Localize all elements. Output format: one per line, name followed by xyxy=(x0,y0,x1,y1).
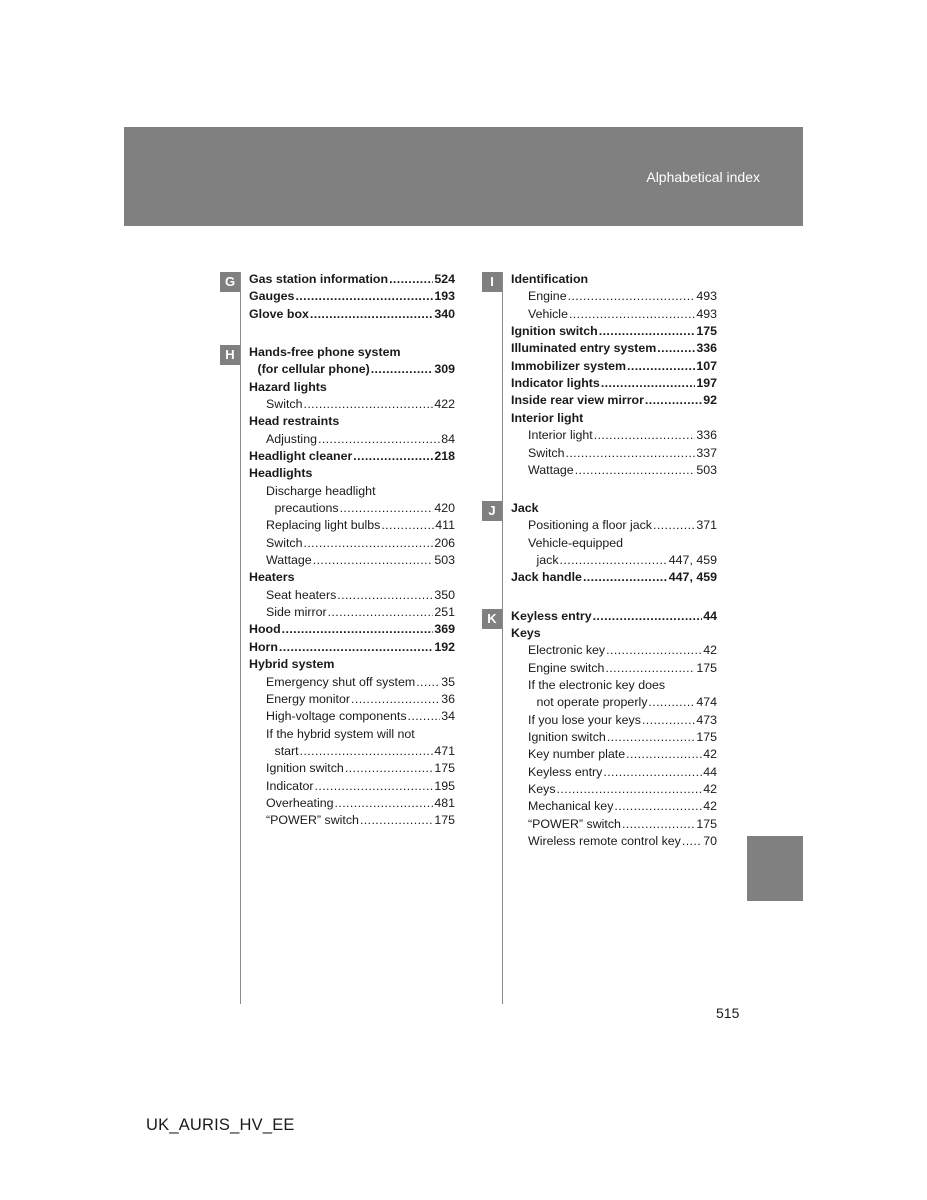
dot-leader xyxy=(653,517,695,534)
index-entry-text: Ignition switch xyxy=(511,324,598,339)
index-entry-page: 471 xyxy=(434,743,455,758)
index-entry-text: Key number plate xyxy=(528,747,626,762)
index-entry-page: 34 xyxy=(441,709,455,724)
index-entry xyxy=(266,674,455,691)
dot-leader xyxy=(381,517,434,534)
index-entry xyxy=(528,642,717,659)
dot-leader xyxy=(313,552,434,569)
index-entry-page: 42 xyxy=(703,799,717,814)
dot-leader xyxy=(657,340,695,357)
index-entry xyxy=(249,306,455,323)
index-entry-text: Indicator lights xyxy=(511,376,600,391)
index-entry-page: 175 xyxy=(696,660,717,675)
index-entry-text: Gauges xyxy=(249,289,295,304)
index-entry-text: Interior light xyxy=(511,410,584,425)
dot-leader xyxy=(603,764,702,781)
dot-leader xyxy=(345,760,433,777)
index-entry-text: Discharge headlight xyxy=(266,483,376,498)
section-letter-i: I xyxy=(482,272,502,292)
index-entry-text: Wattage xyxy=(266,553,312,568)
index-entry xyxy=(528,712,717,729)
index-entry-page: 524 xyxy=(434,272,455,286)
index-entry-text: If you lose your keys xyxy=(528,712,641,727)
index-entry-text: Switch xyxy=(266,396,303,411)
index-entry-page: 193 xyxy=(434,289,455,304)
index-entry-page: 447, 459 xyxy=(668,570,717,585)
index-entry xyxy=(266,604,455,621)
index-entry-text: Horn xyxy=(249,639,278,654)
index-entry-text: Wireless remote control key xyxy=(528,834,681,849)
dot-leader xyxy=(583,569,668,586)
index-entry xyxy=(266,552,455,569)
index-entry-page: 206 xyxy=(434,535,455,550)
index-entry xyxy=(249,288,455,305)
index-entry-text: Heaters xyxy=(249,570,295,585)
dot-leader xyxy=(360,812,433,829)
index-entry-text: Jack handle xyxy=(511,570,582,585)
index-entry xyxy=(266,431,455,448)
index-entry xyxy=(528,462,717,479)
index-entry xyxy=(249,413,455,430)
index-entry xyxy=(266,396,455,413)
index-entry-text: Mechanical key xyxy=(528,799,614,814)
dot-leader xyxy=(279,639,433,656)
index-entry-page: 481 xyxy=(434,795,455,810)
index-entry-page: 350 xyxy=(434,587,455,602)
index-entry-page: 192 xyxy=(434,639,455,654)
dot-leader xyxy=(335,795,434,812)
index-entry-page: 411 xyxy=(435,518,455,533)
dot-leader xyxy=(627,358,695,375)
dot-leader xyxy=(337,587,433,604)
index-entry-text: Switch xyxy=(528,445,565,460)
index-entry-text: Illuminated entry system xyxy=(511,341,657,356)
index-entry xyxy=(528,798,717,815)
index-entry xyxy=(528,288,717,305)
index-entry-page: 107 xyxy=(696,358,717,373)
index-entry-text: Headlights xyxy=(249,466,313,481)
dot-leader xyxy=(371,361,434,378)
index-entry-text: jack xyxy=(536,553,559,568)
index-entry-page: 175 xyxy=(434,813,455,828)
index-entry xyxy=(511,625,717,642)
dot-leader xyxy=(282,621,434,638)
index-entry-text: If the hybrid system will not xyxy=(266,726,415,741)
index-entry xyxy=(528,535,717,552)
index-entry xyxy=(266,795,455,812)
index-entry-page: 175 xyxy=(696,730,717,745)
index-entry xyxy=(266,587,455,604)
index-entry-page: 447, 459 xyxy=(668,553,717,568)
index-entry-page: 503 xyxy=(434,553,455,568)
index-entry-text: High-voltage components xyxy=(266,709,407,724)
dot-leader xyxy=(310,306,433,323)
index-entry xyxy=(266,760,455,777)
index-entry-text: Keys xyxy=(511,625,541,640)
dot-leader xyxy=(566,445,696,462)
index-entry xyxy=(511,608,717,625)
dot-leader xyxy=(594,427,696,444)
index-entry xyxy=(537,694,718,711)
dot-leader xyxy=(606,642,702,659)
dot-leader xyxy=(569,306,695,323)
index-entry-text: Vehicle xyxy=(528,306,568,321)
header-band xyxy=(124,127,803,226)
index-entry xyxy=(528,781,717,798)
index-entry-page: 371 xyxy=(696,518,717,533)
column-divider-left xyxy=(240,272,241,1004)
index-entry-text: Inside rear view mirror xyxy=(511,393,644,408)
index-entry-page: 218 xyxy=(434,448,455,463)
index-entry-text: If the electronic key does xyxy=(528,677,666,692)
dot-leader xyxy=(318,431,440,448)
dot-leader xyxy=(351,691,440,708)
index-entry-text: “POWER” switch xyxy=(266,813,359,828)
index-entry-text: “POWER” switch xyxy=(528,816,621,831)
index-entry xyxy=(266,517,455,534)
index-entry-page: 44 xyxy=(703,608,717,623)
index-entry-page: 70 xyxy=(703,834,717,849)
index-entry xyxy=(528,445,717,462)
dot-leader xyxy=(557,781,703,798)
dot-leader xyxy=(607,729,695,746)
index-entry-page: 44 xyxy=(703,764,717,779)
index-entry xyxy=(249,448,455,465)
index-entry-text: Interior light xyxy=(528,428,593,443)
index-entry-page: 35 xyxy=(441,674,455,689)
index-entry-page: 42 xyxy=(703,643,717,658)
index-entry-page: 36 xyxy=(441,691,455,706)
index-entry xyxy=(266,726,455,743)
index-entry-page: 422 xyxy=(434,396,455,411)
dot-leader xyxy=(622,816,695,833)
index-entry-text: Identification xyxy=(511,272,589,286)
index-entry xyxy=(511,323,717,340)
index-entry xyxy=(249,639,455,656)
dot-leader xyxy=(304,535,434,552)
index-entry xyxy=(537,552,718,569)
index-entry-text: start xyxy=(274,743,299,758)
index-entry xyxy=(511,358,717,375)
index-entry-text: Keyless entry xyxy=(528,764,603,779)
index-entry xyxy=(511,500,717,517)
dot-leader xyxy=(304,396,434,413)
index-entry xyxy=(528,764,717,781)
index-entry-text: Head restraints xyxy=(249,414,340,429)
index-entry xyxy=(266,691,455,708)
section-side-tab xyxy=(747,836,803,901)
index-entry-page: 195 xyxy=(434,778,455,793)
index-entry-page: 175 xyxy=(696,324,717,339)
index-entry xyxy=(528,427,717,444)
index-entry xyxy=(258,361,456,378)
index-entry xyxy=(275,743,456,760)
page-number: 515 xyxy=(716,1005,740,1021)
section-letter-k: K xyxy=(482,609,502,629)
index-entry-text: Jack xyxy=(511,501,539,516)
index-entry xyxy=(266,778,455,795)
index-entry-page: 336 xyxy=(696,428,717,443)
index-entry-text: Indicator xyxy=(266,778,314,793)
index-entry-page: 42 xyxy=(703,747,717,762)
index-entry-text: Ignition switch xyxy=(266,761,344,776)
index-entry xyxy=(249,656,455,673)
index-entry xyxy=(528,816,717,833)
index-entry-text: Hands-free phone system xyxy=(249,344,401,359)
index-entry-text: Hybrid system xyxy=(249,657,335,672)
dot-leader xyxy=(605,660,695,677)
index-entry-text: Energy monitor xyxy=(266,691,351,706)
index-entry-text: Electronic key xyxy=(528,643,606,658)
index-entry-page: 473 xyxy=(696,712,717,727)
dot-leader xyxy=(408,708,441,725)
dot-leader xyxy=(560,552,668,569)
index-entry-text: Adjusting xyxy=(266,431,317,446)
index-entry xyxy=(511,340,717,357)
index-entry-text: (for cellular phone) xyxy=(257,362,370,377)
index-entry-text: Emergency shut off system xyxy=(266,674,416,689)
index-entry-text: Engine switch xyxy=(528,660,605,675)
index-entry-page: 84 xyxy=(441,431,455,446)
dot-leader xyxy=(315,778,434,795)
section-letter-j: J xyxy=(482,501,502,521)
dot-leader xyxy=(642,712,695,729)
index-entry xyxy=(249,271,455,288)
index-entry xyxy=(249,569,455,586)
index-entry xyxy=(249,344,455,361)
index-entry xyxy=(266,812,455,829)
index-entry-text: Keys xyxy=(528,782,556,797)
index-entry-text: Keyless entry xyxy=(511,608,592,623)
index-entry-page: 42 xyxy=(703,782,717,797)
dot-leader xyxy=(353,448,433,465)
index-entry-page: 340 xyxy=(434,306,455,321)
index-entry-text: Engine xyxy=(528,289,567,304)
section-letter-h: H xyxy=(220,345,240,365)
index-entry-page: 493 xyxy=(696,306,717,321)
index-entry-page: 420 xyxy=(434,501,455,516)
dot-leader xyxy=(599,323,696,340)
index-entry-text: Side mirror xyxy=(266,605,327,620)
index-entry-text: precautions xyxy=(274,501,339,516)
index-entry xyxy=(528,517,717,534)
section-letter-g: G xyxy=(220,272,240,292)
index-entry-page: 503 xyxy=(696,462,717,477)
index-entry-text: Overheating xyxy=(266,795,334,810)
dot-leader xyxy=(389,271,433,288)
dot-leader xyxy=(300,743,434,760)
index-entry xyxy=(528,306,717,323)
index-entry-text: Wattage xyxy=(528,462,574,477)
index-entry xyxy=(249,465,455,482)
index-entry xyxy=(511,410,717,427)
dot-leader xyxy=(593,608,703,625)
index-entry xyxy=(528,833,717,850)
index-entry xyxy=(275,500,456,517)
index-entry xyxy=(249,621,455,638)
index-entry-text: Switch xyxy=(266,535,303,550)
index-entry-text: Headlight cleaner xyxy=(249,448,353,463)
index-entry xyxy=(528,677,717,694)
index-entry-page: 337 xyxy=(696,445,717,460)
index-entry xyxy=(511,392,717,409)
dot-leader xyxy=(575,462,696,479)
index-entry-page: 197 xyxy=(696,376,717,391)
index-entry xyxy=(511,271,717,288)
dot-leader xyxy=(614,798,702,815)
index-entry-page: 309 xyxy=(434,362,455,377)
index-entry xyxy=(266,483,455,500)
index-entry xyxy=(266,535,455,552)
index-entry-page: 175 xyxy=(434,761,455,776)
dot-leader xyxy=(645,392,702,409)
footer-code: UK_AURIS_HV_EE xyxy=(146,1116,295,1134)
index-entry xyxy=(511,375,717,392)
index-entry xyxy=(511,569,717,586)
dot-leader xyxy=(568,288,696,305)
index-entry-text: Glove box xyxy=(249,306,309,321)
dot-leader xyxy=(328,604,434,621)
index-entry-page: 474 xyxy=(696,695,717,710)
index-entry-text: Gas station information xyxy=(249,272,389,286)
index-entry-text: Positioning a floor jack xyxy=(528,518,652,533)
dot-leader xyxy=(626,746,702,763)
index-entry-text: Immobilizer system xyxy=(511,358,627,373)
index-entry xyxy=(528,729,717,746)
dot-leader xyxy=(416,674,440,691)
index-entry-page: 251 xyxy=(434,605,455,620)
index-entry-text: not operate properly xyxy=(536,695,648,710)
dot-leader xyxy=(340,500,434,517)
index-entry-text: Ignition switch xyxy=(528,730,606,745)
index-entry xyxy=(249,379,455,396)
index-entry xyxy=(266,708,455,725)
index-entry xyxy=(528,660,717,677)
index-entry-text: Replacing light bulbs xyxy=(266,518,381,533)
index-entry-text: Vehicle-equipped xyxy=(528,535,624,550)
index-entry-text: Hazard lights xyxy=(249,379,327,394)
index-entry xyxy=(528,746,717,763)
column-divider-right xyxy=(502,272,503,1004)
dot-leader xyxy=(648,694,695,711)
index-entry-text: Seat heaters xyxy=(266,587,337,602)
page-title: Alphabetical index xyxy=(646,169,760,185)
index-entry-text: Hood xyxy=(249,622,281,637)
index-entry-page: 92 xyxy=(703,393,717,408)
index-entry-page: 493 xyxy=(696,289,717,304)
index-entry-page: 336 xyxy=(696,341,717,356)
dot-leader xyxy=(601,375,696,392)
index-entry-page: 369 xyxy=(434,622,455,637)
index-entry-page: 175 xyxy=(696,816,717,831)
dot-leader xyxy=(682,833,702,850)
dot-leader xyxy=(295,288,433,305)
